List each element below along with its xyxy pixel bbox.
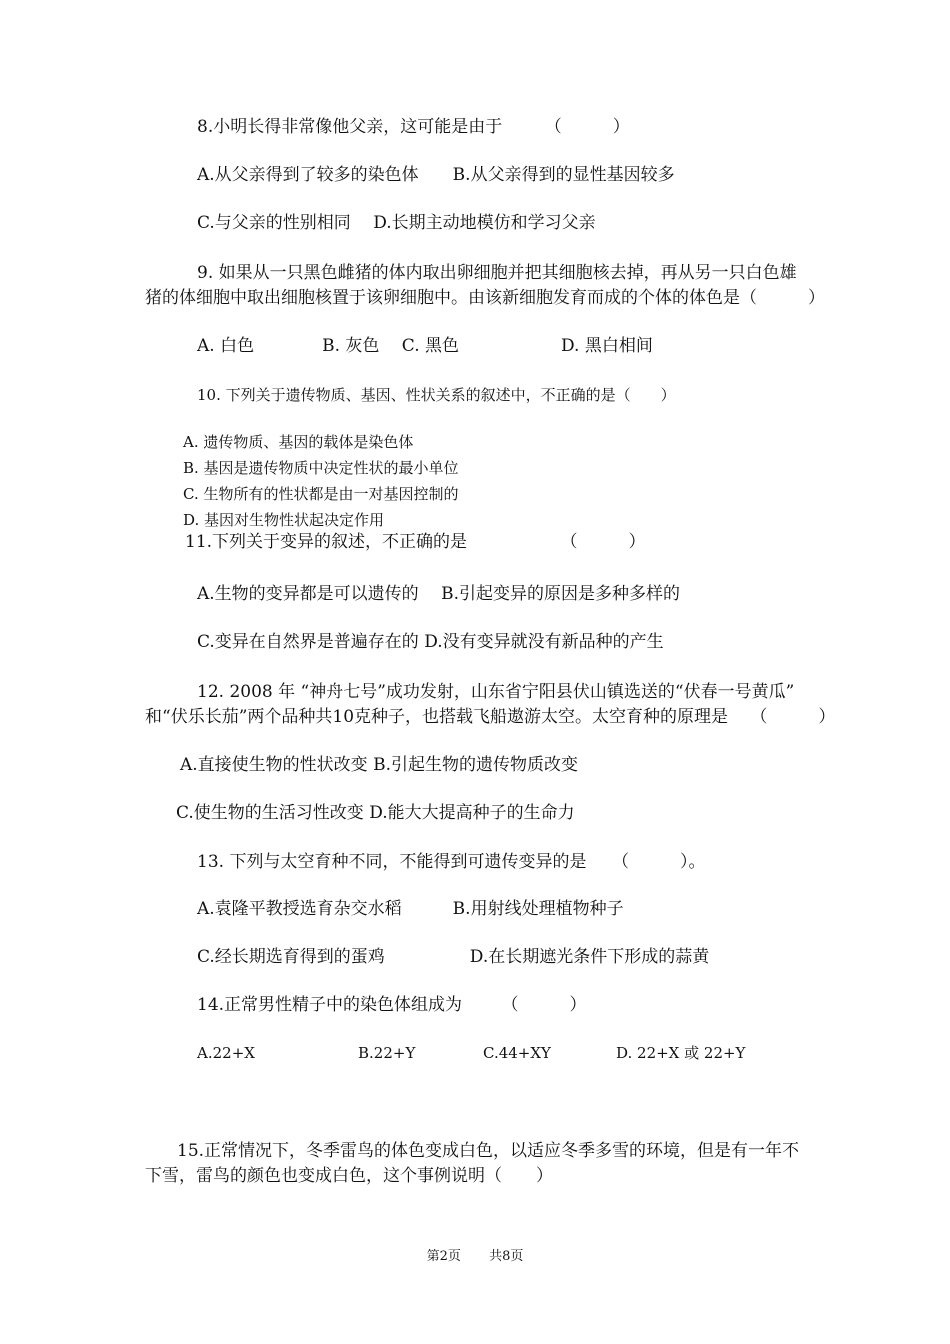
q13-options-line1: A.袁隆平教授选育杂交水稻 B.用射线处理植物种子 xyxy=(197,899,624,919)
q13-options-line2: C.经长期选育得到的蛋鸡 D.在长期遮光条件下形成的蒜黄 xyxy=(197,947,710,967)
page-number: 第2页 xyxy=(426,1249,461,1264)
q11-options-line2: C.变异在自然界是普遍存在的 D.没有变异就没有新品种的产生 xyxy=(197,632,664,652)
q11-stem: 11.下列关于变异的叙述，不正确的是 （ ） xyxy=(185,532,646,552)
q14-option-c: C.44+XY xyxy=(483,1044,551,1062)
q14-option-d: D. 22+X 或 22+Y xyxy=(616,1044,746,1062)
q10-option-d: D. 基因对生物性状起决定作用 xyxy=(183,511,385,529)
q8-options-line1: A.从父亲得到了较多的染色体 B.从父亲得到的显性基因较多 xyxy=(197,165,675,185)
q11-options-line1: A.生物的变异都是可以遗传的 B.引起变异的原因是多种多样的 xyxy=(197,584,680,604)
q10-option-c: C. 生物所有的性状都是由一对基因控制的 xyxy=(183,485,459,503)
q10-option-b: B. 基因是遗传物质中决定性状的最小单位 xyxy=(183,459,459,477)
q14-option-b: B.22+Y xyxy=(358,1044,416,1062)
q8-options-line2: C.与父亲的性别相同 D.长期主动地模仿和学习父亲 xyxy=(197,213,596,233)
q12-options-line2: C.使生物的生活习性改变 D.能大大提高种子的生命力 xyxy=(176,803,575,823)
page-footer xyxy=(0,1248,950,1266)
q10-option-a: A. 遗传物质、基因的载体是染色体 xyxy=(183,433,414,451)
q15-stem-line1: 15.正常情况下，冬季雷鸟的体色变成白色，以适应冬季多雪的环境，但是有一年不 xyxy=(177,1141,800,1161)
q9-options: A. 白色 B. 灰色 C. 黑色 D. 黑白相间 xyxy=(197,336,653,356)
q12-stem-line1: 12. 2008 年 “神舟七号”成功发射，山东省宁阳县伏山镇选送的“伏春一号黄瓜” xyxy=(197,682,795,702)
page-total: 共8页 xyxy=(489,1249,524,1264)
q12-options-line1: A.直接使生物的性状改变 B.引起生物的遗传物质改变 xyxy=(180,755,578,775)
q9-stem-line1: 9. 如果从一只黑色雌猪的体内取出卵细胞并把其细胞核去掉，再从另一只白色雄 xyxy=(197,263,797,283)
q9-stem-line2: 猪的体细胞中取出细胞核置于该卵细胞中。由该新细胞发育而成的个体的体色是（ ） xyxy=(145,288,825,308)
q14-stem: 14.正常男性精子中的染色体组成为 （ ） xyxy=(197,995,587,1015)
q14-option-a: A.22+X xyxy=(197,1044,255,1062)
q13-stem: 13. 下列与太空育种不同，不能得到可遗传变异的是 （ ）。 xyxy=(197,852,706,872)
q15-stem-line2: 下雪，雷鸟的颜色也变成白色，这个事例说明（ ） xyxy=(145,1166,553,1186)
q10-stem: 10. 下列关于遗传物质、基因、性状关系的叙述中，不正确的是（ ） xyxy=(197,386,676,404)
q12-stem-line2: 和“伏乐长茄”两个品种共10克种子，也搭载飞船遨游太空。太空育种的原理是 （ ） xyxy=(145,707,836,727)
q8-stem: 8.小明长得非常像他父亲，这可能是由于 （ ） xyxy=(197,117,630,137)
